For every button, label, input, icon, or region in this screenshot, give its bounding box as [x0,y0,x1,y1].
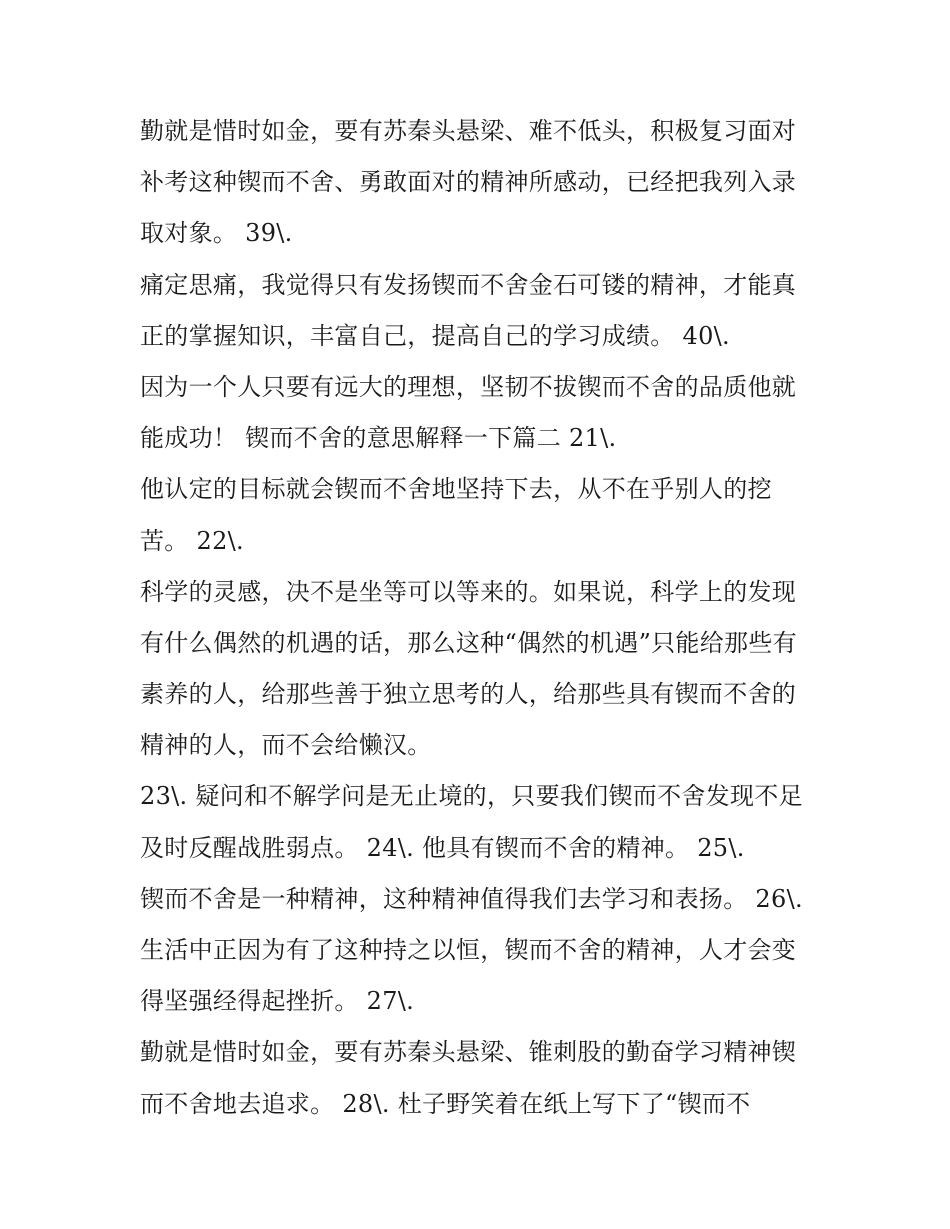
text-line: 锲而不舍是一种精神，这种精神值得我们去学习和表扬。 26\. [140,884,803,913]
text-line: 能成功！ 锲而不舍的意思解释一下篇二 21\. [140,424,617,453]
text-line: 及时反醒战胜弱点。 24\. 他具有锲而不舍的精神。 25\. [140,833,745,862]
text-line: 正的掌握知识，丰富自己，提高自己的学习成绩。 40\. [140,321,730,350]
text-line: 他认定的目标就会锲而不舍地坚持下去，从不在乎别人的挖 [140,475,772,504]
text-line: 科学的灵感，决不是坐等可以等来的。如果说，科学上的发现 [140,577,797,606]
text-line: 取对象。 39\. [140,219,293,248]
text-line: 23\. 疑问和不解学问是无止境的，只要我们锲而不舍发现不足 [140,782,803,811]
text-line: 因为一个人只要有远大的理想，坚韧不拔锲而不舍的品质他就 [140,372,797,401]
text-line: 精神的人，而不会给懒汉。 [140,731,432,760]
text-line: 苦。 22\. [140,526,244,555]
text-line: 勤就是惜时如金，要有苏秦头悬梁、锥刺股的勤奋学习精神锲 [140,1038,797,1067]
text-line: 得坚强经得起挫折。 27\. [140,987,415,1016]
text-line: 有什么偶然的机遇的话，那么这种“偶然的机遇”只能给那些有 [140,628,797,657]
text-line: 而不舍地去追求。 28\. 杜子野笑着在纸上写下了“锲而不 [140,1089,751,1118]
text-line: 补考这种锲而不舍、勇敢面对的精神所感动，已经把我列入录 [140,168,797,197]
text-line: 生活中正因为有了这种持之以恒，锲而不舍的精神，人才会变 [140,936,797,964]
document-body [140,106,840,1130]
text-line: 痛定思痛，我觉得只有发扬锲而不舍金石可镂的精神，才能真 [140,270,797,299]
text-line: 素养的人，给那些善于独立思考的人，给那些具有锲而不舍的 [140,680,797,709]
text-line: 勤就是惜时如金，要有苏秦头悬梁、难不低头，积极复习面对 [140,117,797,145]
